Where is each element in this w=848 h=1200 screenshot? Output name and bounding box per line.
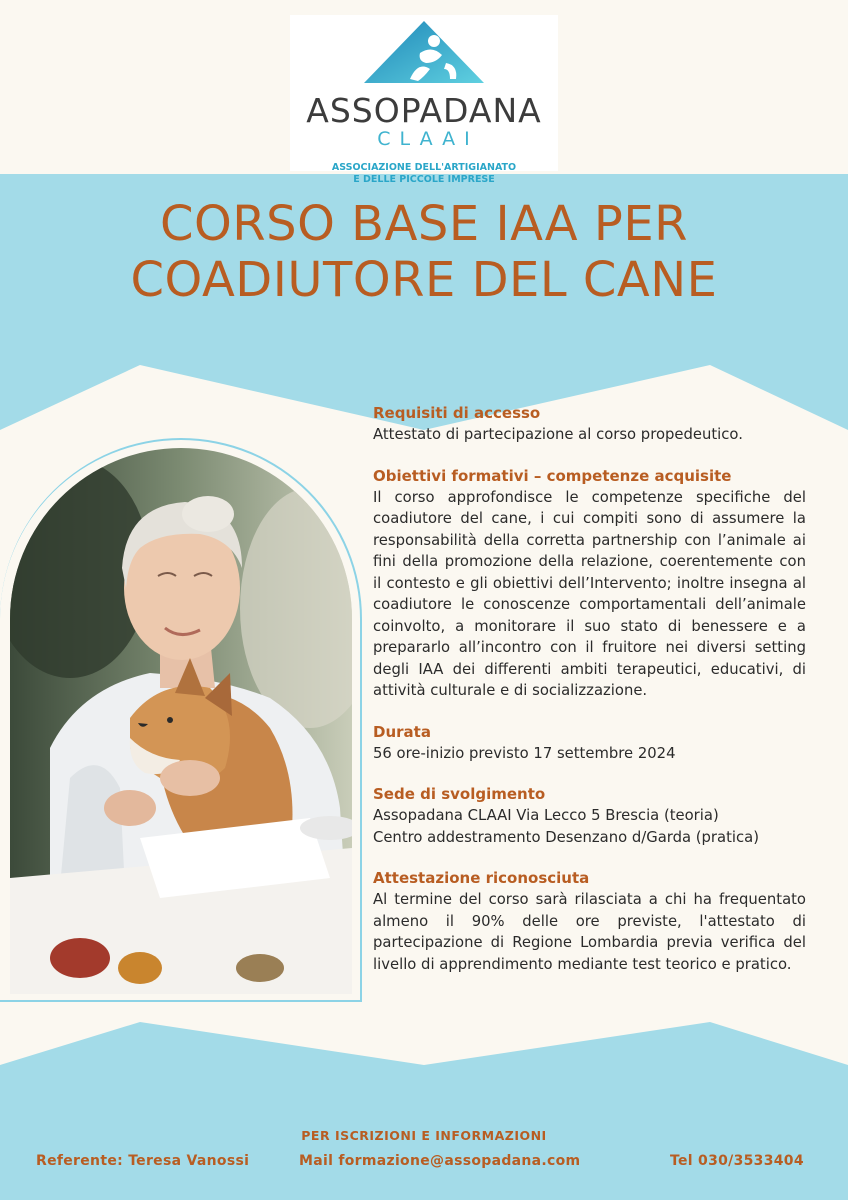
section-heading: Attestazione riconosciuta	[373, 869, 590, 887]
section-text-line1: Assopadana CLAAI Via Lecco 5 Brescia (teoria)	[373, 807, 719, 824]
title-line1: CORSO BASE IAA PER	[159, 196, 689, 252]
footer-tel[interactable]: Tel 030/3533404	[670, 1153, 804, 1169]
section-attestazione	[373, 867, 806, 975]
section-durata	[373, 721, 806, 765]
logo-tagline	[290, 162, 558, 186]
footer-title: PER ISCRIZIONI E INFORMAZIONI	[301, 1128, 547, 1143]
section-heading: Sede di svolgimento	[373, 785, 546, 803]
section-text: Il corso approfondisce le competenze specifiche del coadiutore del cane, i cui compiti sono di assumere la responsabilità della corretta partnership con l’animale ai fini della promozione della relazione, coerentemente con il contesto e gli obiettivi dell’Intervento; inoltre insegna al coadiutore le conoscenze comportamentali dell’animale coinvolto, a monitorare il suo stato di benessere e a prepararlo all’incontro con il fruitore nei diversi setting degli IAA dei differenti ambiti terapeutici, educativi, di attività culturale e di socializzazione.	[373, 488, 806, 699]
footer-mail[interactable]: Mail formazione@assopadana.com	[299, 1153, 581, 1169]
section-requisiti	[373, 402, 806, 446]
logo-sub: CLAAI	[377, 128, 479, 150]
logo-tagline-line1: ASSOCIAZIONE DELL'ARTIGIANATO	[331, 162, 517, 173]
section-heading: Requisiti di accesso	[373, 404, 541, 422]
course-details	[373, 402, 806, 994]
section-text: 56 ore-inizio previsto 17 settembre 2024	[373, 744, 676, 762]
photo-woman-with-dog	[10, 448, 352, 994]
section-heading: Obiettivi formativi – competenze acquisite	[373, 466, 732, 485]
section-text: Attestato di partecipazione al corso propedeutico.	[373, 426, 743, 443]
page-title	[0, 196, 848, 308]
section-text-line2: Centro addestramento Desenzano d/Garda (pratica)	[373, 828, 759, 846]
logo-tagline-line2: E DELLE PICCOLE IMPRESE	[353, 174, 495, 185]
logo-name: ASSOPADANA	[306, 91, 542, 130]
title-line2: COADIUTORE DEL CANE	[130, 252, 718, 308]
logo	[290, 15, 558, 185]
section-obiettivi	[373, 465, 806, 702]
section-heading: Durata	[373, 722, 431, 741]
logo-triangle-icon	[362, 19, 486, 93]
footer-referente: Referente: Teresa Vanossi	[36, 1153, 250, 1169]
section-text: Al termine del corso sarà rilasciata a chi ha frequentato almeno il 90% delle ore previste, l'attestato di partecipazione di Regione Lombardia previa verifica del livello di apprendimento mediante test teorico e pratico.	[373, 891, 806, 973]
section-sede	[373, 783, 806, 848]
